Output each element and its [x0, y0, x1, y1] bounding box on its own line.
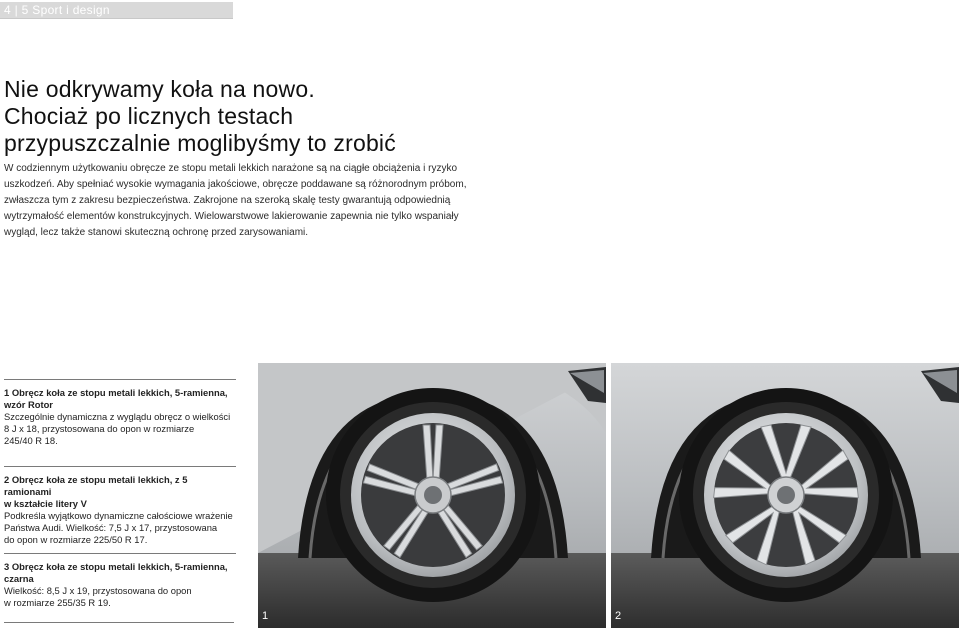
- caption-heading: 1 Obręcz koła ze stopu metali lekkich, 5-ramienna,: [4, 387, 228, 398]
- caption-heading: 2 Obręcz koła ze stopu metali lekkich, z 5 ramionami: [4, 474, 188, 497]
- page-number-left: 4: [4, 3, 11, 17]
- caption-heading: w kształcie litery V: [4, 498, 87, 509]
- headline-line: przypuszczalnie moglibyśmy to zrobić: [4, 130, 396, 156]
- caption-text: 245/40 R 18.: [4, 435, 58, 446]
- caption-text: Podkreśla wyjątkowo dynamiczne całościowe wrażenie: [4, 510, 233, 521]
- wheel-caption-1: [4, 387, 236, 447]
- headline-line: Nie odkrywamy koła na nowo.: [4, 76, 315, 102]
- intro-line: zwłaszcza tym z zakresu bezpieczeństwa. Zakrojone na szeroką skalę testy gwarantują odpowiednią: [4, 195, 451, 206]
- caption-text: w rozmiarze 255/35 R 19.: [4, 597, 111, 608]
- page-number-right: 5: [21, 3, 29, 17]
- intro-paragraph: [4, 161, 494, 241]
- caption-bottom-rule: [4, 622, 234, 623]
- wheel-photo-2: [611, 363, 959, 628]
- page-header-text: 4 | 5 Sport i design: [4, 3, 110, 17]
- photo-number: 2: [615, 610, 622, 622]
- wheel-photo-1: [258, 363, 606, 628]
- caption-divider: [4, 553, 236, 554]
- wheel-photo-2-image: [611, 363, 959, 628]
- intro-line: W codziennym użytkowaniu obręcze ze stopu metali lekkich narażone są na ciągłe obciążenia i ryzyko: [4, 163, 458, 174]
- caption-heading: czarna: [4, 573, 34, 584]
- section-title: Sport i design: [32, 3, 110, 17]
- intro-line: wygląd, lecz także stanowi skuteczną ochronę przed zarysowaniami.: [4, 227, 309, 238]
- intro-line: wytrzymałość elementów konstrukcyjnych. Wielowarstwowe lakierowanie zapewnia nie tylko wspaniały: [4, 211, 459, 222]
- caption-text: Państwa Audi. Wielkość: 7,5 J x 17, przystosowana: [4, 522, 218, 533]
- caption-heading: wzór Rotor: [4, 399, 53, 410]
- caption-text: Szczególnie dynamiczna z wyglądu obręcz o wielkości: [4, 411, 231, 422]
- caption-heading: 3 Obręcz koła ze stopu metali lekkich, 5-ramienna,: [4, 561, 228, 572]
- wheel-caption-2: [4, 474, 236, 546]
- caption-divider: [4, 466, 236, 467]
- intro-line: uszkodzeń. Aby spełniać wysokie wymagania jakościowe, obręcze poddawane są różnorodnym próbom,: [4, 179, 467, 190]
- wheel-photo-1-image: [258, 363, 606, 628]
- page-header-bar: [0, 2, 233, 19]
- caption-text: 8 J x 18, przystosowana do opon w rozmiarze: [4, 423, 195, 434]
- caption-text: Wielkość: 8,5 J x 19, przystosowana do opon: [4, 585, 192, 596]
- caption-divider: [4, 379, 236, 380]
- caption-text: do opon w rozmiarze 225/50 R 17.: [4, 534, 148, 545]
- photo-number: 1: [262, 610, 269, 622]
- headline-line: Chociaż po licznych testach: [4, 103, 294, 129]
- wheel-caption-3: [4, 561, 236, 609]
- page-headline: [4, 76, 564, 157]
